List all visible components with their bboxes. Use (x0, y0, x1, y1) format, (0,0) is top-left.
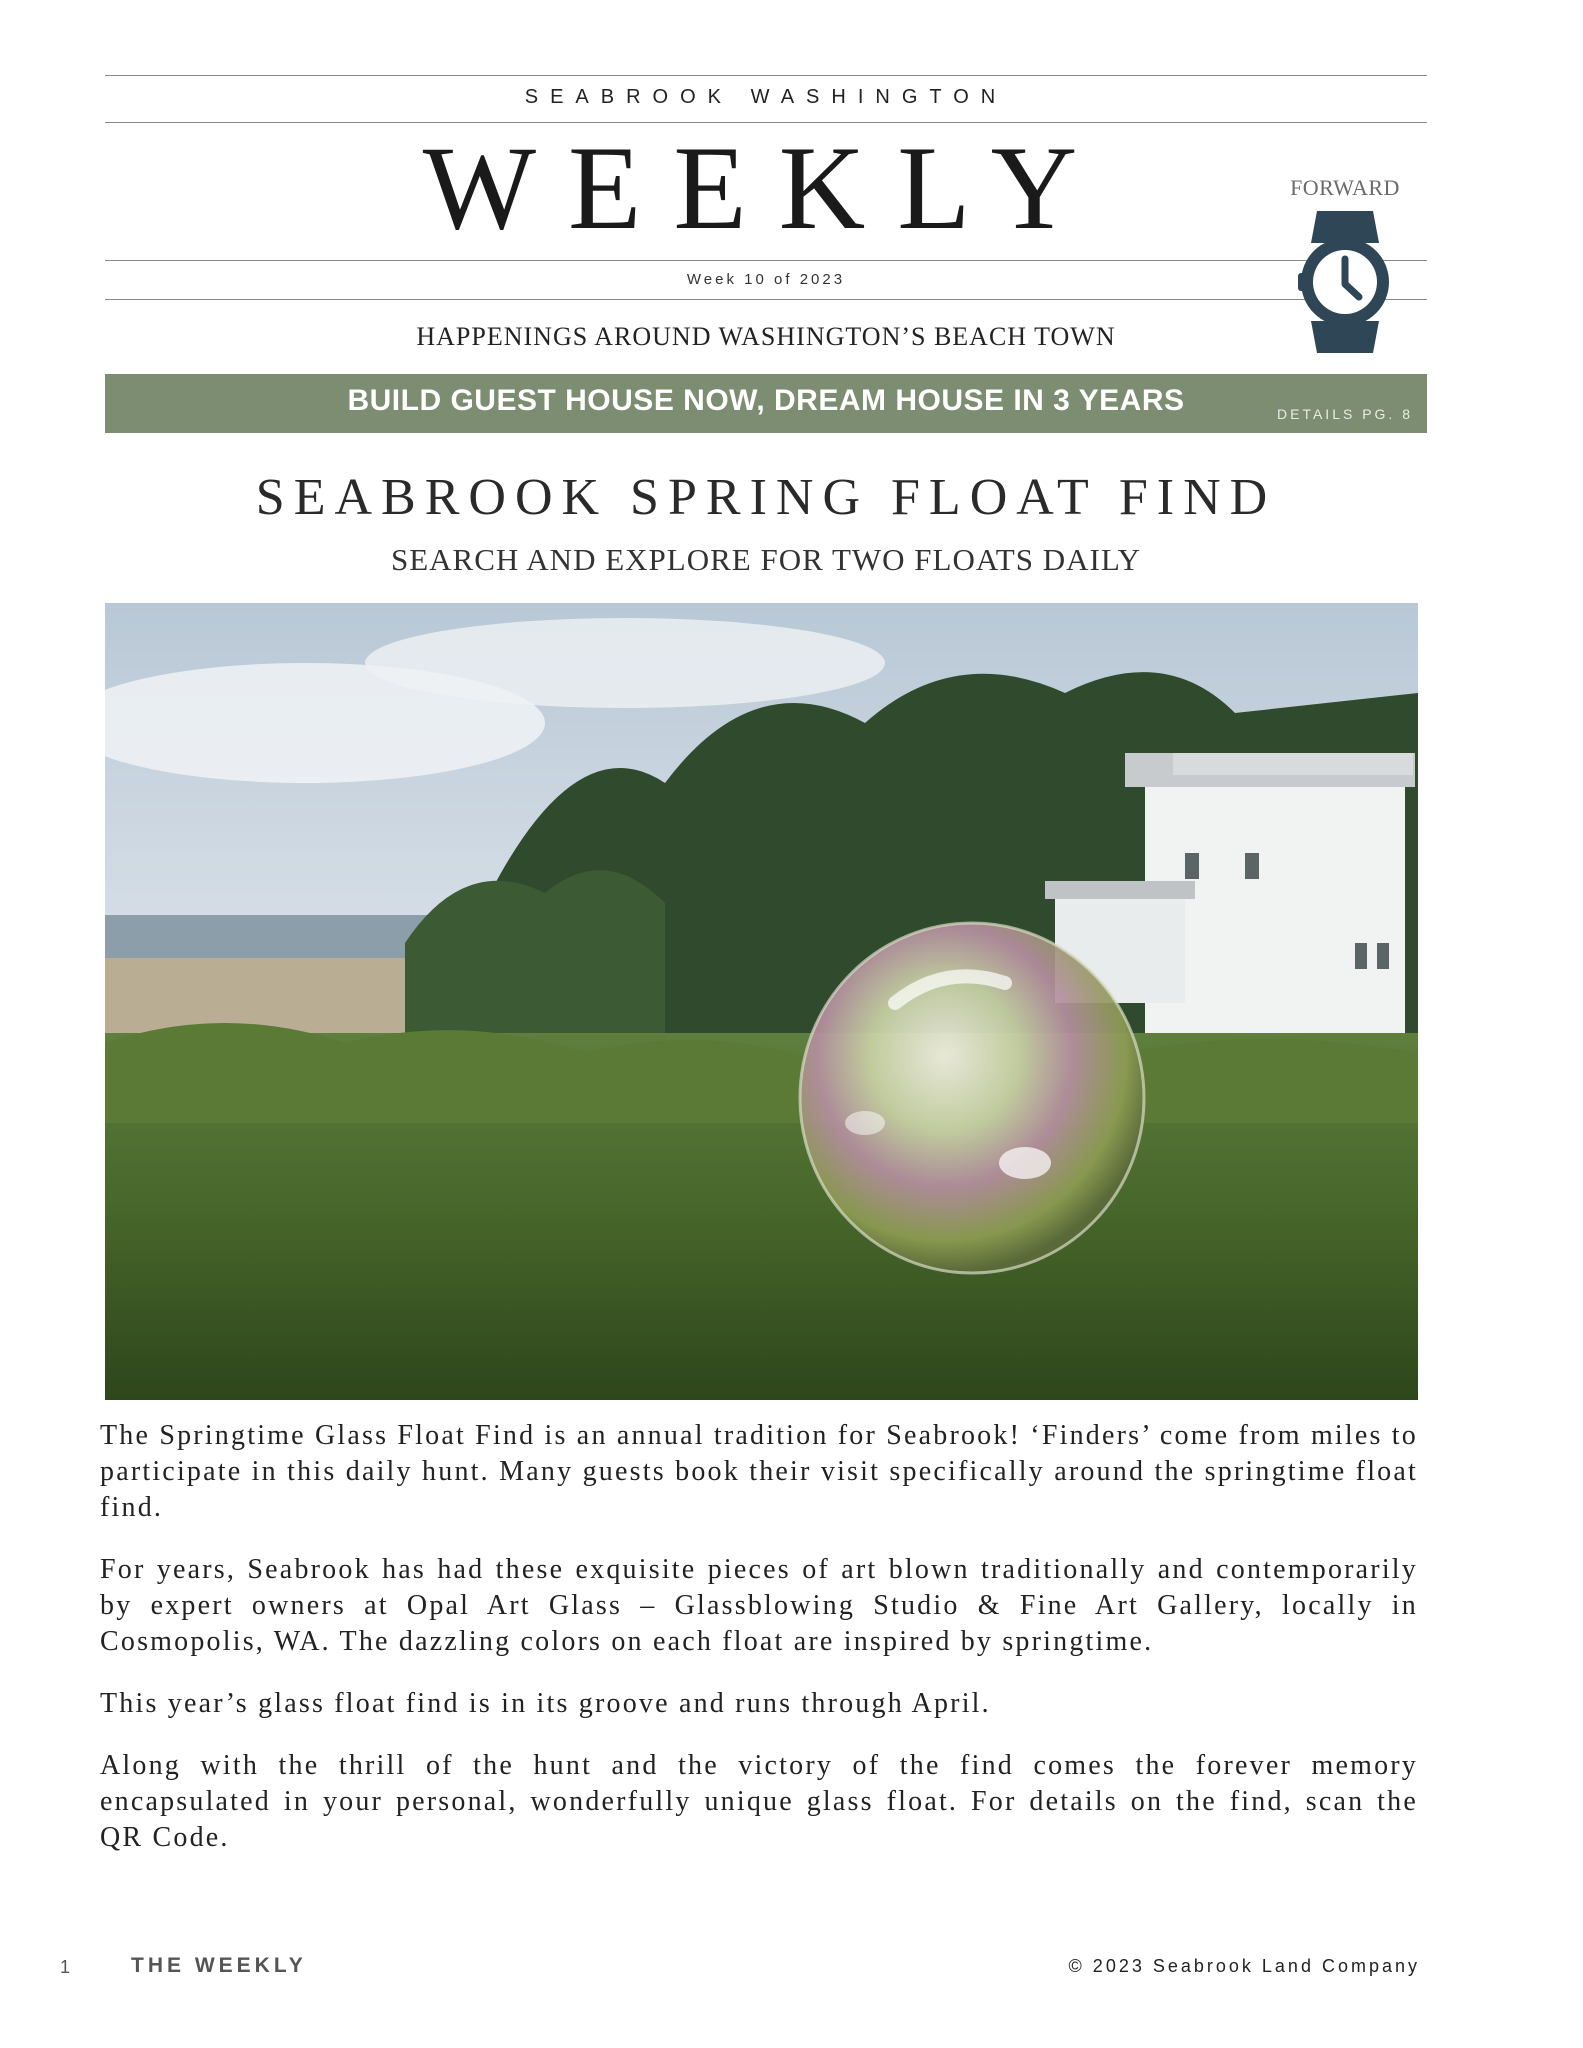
article-paragraph: This year’s glass float find is in its groove and runs through April. (100, 1688, 991, 1719)
article-title: SEABROOK SPRING FLOAT FIND (255, 469, 1277, 526)
promo-banner[interactable] (105, 374, 1427, 433)
page-number: 1 (60, 1957, 71, 1977)
masthead-rule-top (105, 75, 1427, 76)
banner-headline: BUILD GUEST HOUSE NOW, DREAM HOUSE IN 3 YEARS (347, 384, 1185, 417)
article-body (100, 1418, 1418, 1882)
masthead-tagline: HAPPENINGS AROUND WASHINGTON’S BEACH TOWN (416, 322, 1116, 351)
masthead-rule-bottom (105, 299, 1427, 300)
masthead-title: WEEKLY (422, 121, 1110, 254)
article-paragraph: The Springtime Glass Float Find is an annual tradition for Seabrook! ‘Finders’ come from miles to participate in this daily hunt. Many guests book their visit specifically around the springtime float find. (100, 1420, 1418, 1523)
footer-publication: THE WEEKLY (131, 1954, 307, 1977)
masthead-kicker: SEABROOK WASHINGTON (524, 86, 1008, 108)
article-paragraph: Along with the thrill of the hunt and the victory of the find comes the forever memory encapsulated in your personal, wonderfully unique glass float. For details on the find, scan the QR Code. (100, 1750, 1418, 1853)
masthead-rule-mid (105, 260, 1427, 261)
article-paragraph: For years, Seabrook has had these exquisite pieces of art blown traditionally and contemporarily by expert owners at Opal Art Glass – Glassblowing Studio & Fine Art Gallery, locally in Cosmopolis, WA. The dazzling colors on each float are inspired by springtime. (100, 1554, 1418, 1657)
forward-badge (1285, 175, 1405, 355)
watch-icon (1295, 209, 1395, 355)
issue-week: Week 10 of 2023 (686, 271, 846, 288)
banner-details-link[interactable]: DETAILS PG. 8 (1277, 406, 1413, 422)
article-subtitle: SEARCH AND EXPLORE FOR TWO FLOATS DAILY (390, 542, 1142, 577)
footer-copyright: © 2023 Seabrook Land Company (1068, 1956, 1420, 1976)
forward-label: FORWARD (1290, 175, 1400, 200)
glass-float-photo (105, 603, 1418, 1400)
